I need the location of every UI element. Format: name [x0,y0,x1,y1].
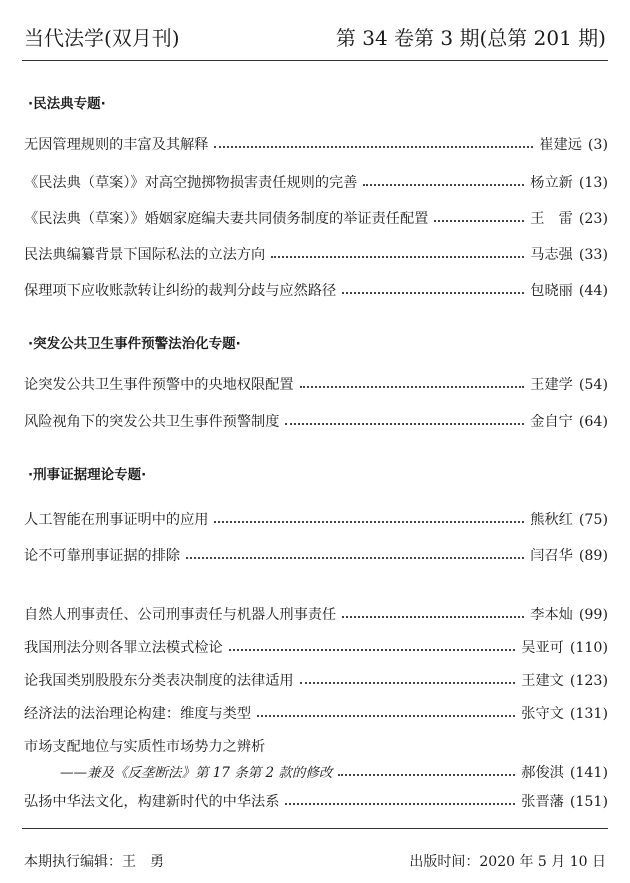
entry-page: (99) [578,607,608,623]
entry-author: 王建文 [521,673,564,689]
entry-title: 无因管理规则的丰富及其解释 [24,137,209,153]
toc-entry[interactable] [24,637,608,659]
toc-entry[interactable] [24,280,608,302]
leader-dots [285,797,515,805]
entry-author: 张晋藩 [521,794,564,810]
leader-dots [214,515,524,523]
entry-page: (123) [569,673,608,689]
entry-author: 包晓丽 [530,283,573,299]
entry-author: 吴亚可 [521,640,564,656]
entry-title: 保理项下应收账款转让纠纷的裁判分歧与应然路径 [24,283,337,299]
entry-page: (89) [578,548,608,564]
entry-page: (23) [578,211,608,227]
leader-dots [363,178,524,186]
entry-title: 《民法典（草案）》婚姻家庭编夫妻共同债务制度的举证责任配置 [24,211,429,227]
footer-rule [22,828,608,829]
entry-title: 我国刑法分则各罪立法模式检论 [24,640,223,656]
toc-entry[interactable] [24,208,608,230]
entry-title: 论突发公共卫生事件预警中的央地权限配置 [24,377,294,393]
toc-entry[interactable] [24,244,608,266]
entry-page: (54) [578,377,608,393]
toc-entry[interactable] [24,411,608,433]
leader-dots [342,610,524,618]
entry-author: 王 雷 [530,211,573,227]
leader-dots [271,250,524,258]
entry-title: 人工智能在刑事证明中的应用 [24,512,209,528]
entry-author: 李本灿 [530,607,573,623]
entry-author: 马志强 [530,247,573,263]
entry-page: (151) [569,794,608,810]
entry-title[interactable]: 市场支配地位与实质性市场势力之辨析 [24,739,266,755]
toc-entry[interactable] [24,791,608,813]
entry-author: 郝俊淇 [521,765,564,781]
entry-page: (33) [578,247,608,263]
entry-page: (75) [578,512,608,528]
entry-page: (131) [569,706,608,722]
leader-dots [285,417,524,425]
entry-title: 经济法的法治理论构建：维度与类型 [24,706,252,722]
entry-author: 金自宁 [530,414,573,430]
leader-dots [434,214,524,222]
entry-title: 论不可靠刑事证据的排除 [24,548,181,564]
entry-author: 崔建远 [539,137,582,153]
leader-dots [186,551,524,559]
leader-dots [257,709,515,717]
entry-page: (44) [578,283,608,299]
leader-dots [214,140,533,148]
entry-title: 论我国类别股股东分类表决制度的法律适用 [24,673,294,689]
entry-title: 自然人刑事责任、公司刑事责任与机器人刑事责任 [24,607,337,623]
toc-entry[interactable] [24,134,608,156]
toc-entry[interactable] [24,604,608,626]
header-rule [22,60,608,61]
journal-title: 当代法学(双月刊) [24,26,180,50]
entry-page: (13) [578,175,608,191]
entry-page: (141) [569,765,608,781]
entry-author: 王建学 [530,377,573,393]
toc-entry[interactable] [24,670,608,692]
entry-title: 风险视角下的突发公共卫生事件预警制度 [24,414,280,430]
leader-dots [300,676,516,684]
entry-page: (64) [578,414,608,430]
toc-entry[interactable] [24,703,608,725]
leader-dots [342,286,524,294]
leader-dots [338,768,515,776]
entry-author: 闫召华 [530,548,573,564]
entry-title: 民法典编纂背景下国际私法的立法方向 [24,247,266,263]
section-title: ·突发公共卫生事件预警法治化专题· [28,336,241,352]
toc-entry[interactable] [24,509,608,531]
section-title: ·刑事证据理论专题· [28,467,147,483]
entry-author: 杨立新 [530,175,573,191]
toc-entry-subtitle[interactable] [60,762,608,784]
entry-title: 弘扬中华法文化，构建新时代的中华法系 [24,794,280,810]
entry-author: 熊秋红 [530,512,573,528]
publish-date: 出版时间：2020 年 5 月 10 日 [409,854,606,870]
editor-info: 本期执行编辑：王 勇 [24,854,164,870]
leader-dots [229,643,516,651]
entry-author: 张守文 [521,706,564,722]
entry-title: 《民法典（草案）》对高空抛掷物损害责任规则的完善 [24,175,358,191]
entry-page: (3) [587,137,608,153]
section-title: ·民法典专题· [28,96,106,112]
entry-subtitle: ——兼及《反垄断法》第 17 条第 2 款的修改 [60,765,333,781]
toc-entry[interactable] [24,374,608,396]
issue-info: 第 34 卷第 3 期(总第 201 期) [335,26,606,50]
toc-entry[interactable] [24,172,608,194]
leader-dots [300,380,525,388]
entry-page: (110) [569,640,608,656]
toc-entry[interactable] [24,545,608,567]
